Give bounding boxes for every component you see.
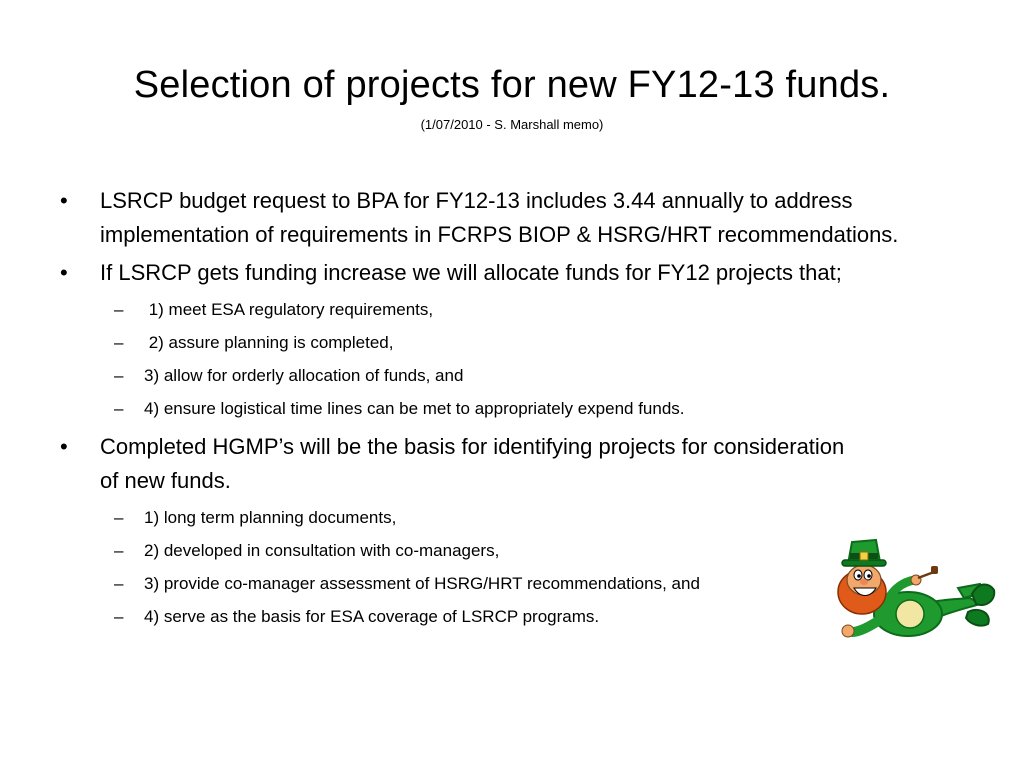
bullet-marker: • xyxy=(60,188,68,213)
sub-bullet-text: 3) provide co-manager assessment of HSRG/HRT recommendations, and xyxy=(144,574,700,593)
bullet-item xyxy=(60,430,860,498)
bullet-marker: • xyxy=(60,434,68,459)
sub-bullet-item xyxy=(60,360,990,392)
dash-marker: – xyxy=(114,508,124,527)
dash-marker: – xyxy=(114,366,124,385)
bullet-item xyxy=(60,256,990,290)
dash-marker: – xyxy=(114,333,124,352)
dash-marker: – xyxy=(114,541,124,560)
sub-bullet-text: 4) ensure logistical time lines can be met to appropriately expend funds. xyxy=(144,399,685,418)
slide-subtitle: (1/07/2010 - S. Marshall memo) xyxy=(420,117,604,132)
sub-bullet-item xyxy=(60,393,990,425)
bullet-text: LSRCP budget request to BPA for FY12-13 includes 3.44 annually to address implementation of requirements in FCRPS BIOP & HSRG/HRT recommendations. xyxy=(100,188,899,247)
sub-bullet-text: 2) developed in consultation with co-managers, xyxy=(144,541,500,560)
dash-marker: – xyxy=(114,607,124,626)
sub-bullet-item xyxy=(60,327,990,359)
sub-bullet-item xyxy=(60,294,990,326)
sub-bullet-text: 1) long term planning documents, xyxy=(144,508,397,527)
bullet-text: Completed HGMP’s will be the basis for identifying projects for consideration of new funds. xyxy=(100,434,845,493)
sub-bullet-text: 4) serve as the basis for ESA coverage of LSRCP programs. xyxy=(144,607,600,626)
bullet-marker: • xyxy=(60,260,68,285)
leprechaun-icon xyxy=(830,528,998,650)
sub-bullet-text: 1) meet ESA regulatory requirements, xyxy=(144,300,434,319)
bullet-item xyxy=(60,184,900,252)
slide-title: Selection of projects for new FY12-13 funds. xyxy=(133,64,891,106)
dash-marker: – xyxy=(114,399,124,418)
dash-marker: – xyxy=(114,574,124,593)
bullet-text: If LSRCP gets funding increase we will allocate funds for FY12 projects that; xyxy=(100,260,842,285)
sub-bullet-text: 2) assure planning is completed, xyxy=(144,333,394,352)
sub-bullet-text: 3) allow for orderly allocation of funds, and xyxy=(144,366,464,385)
dash-marker: – xyxy=(114,300,124,319)
